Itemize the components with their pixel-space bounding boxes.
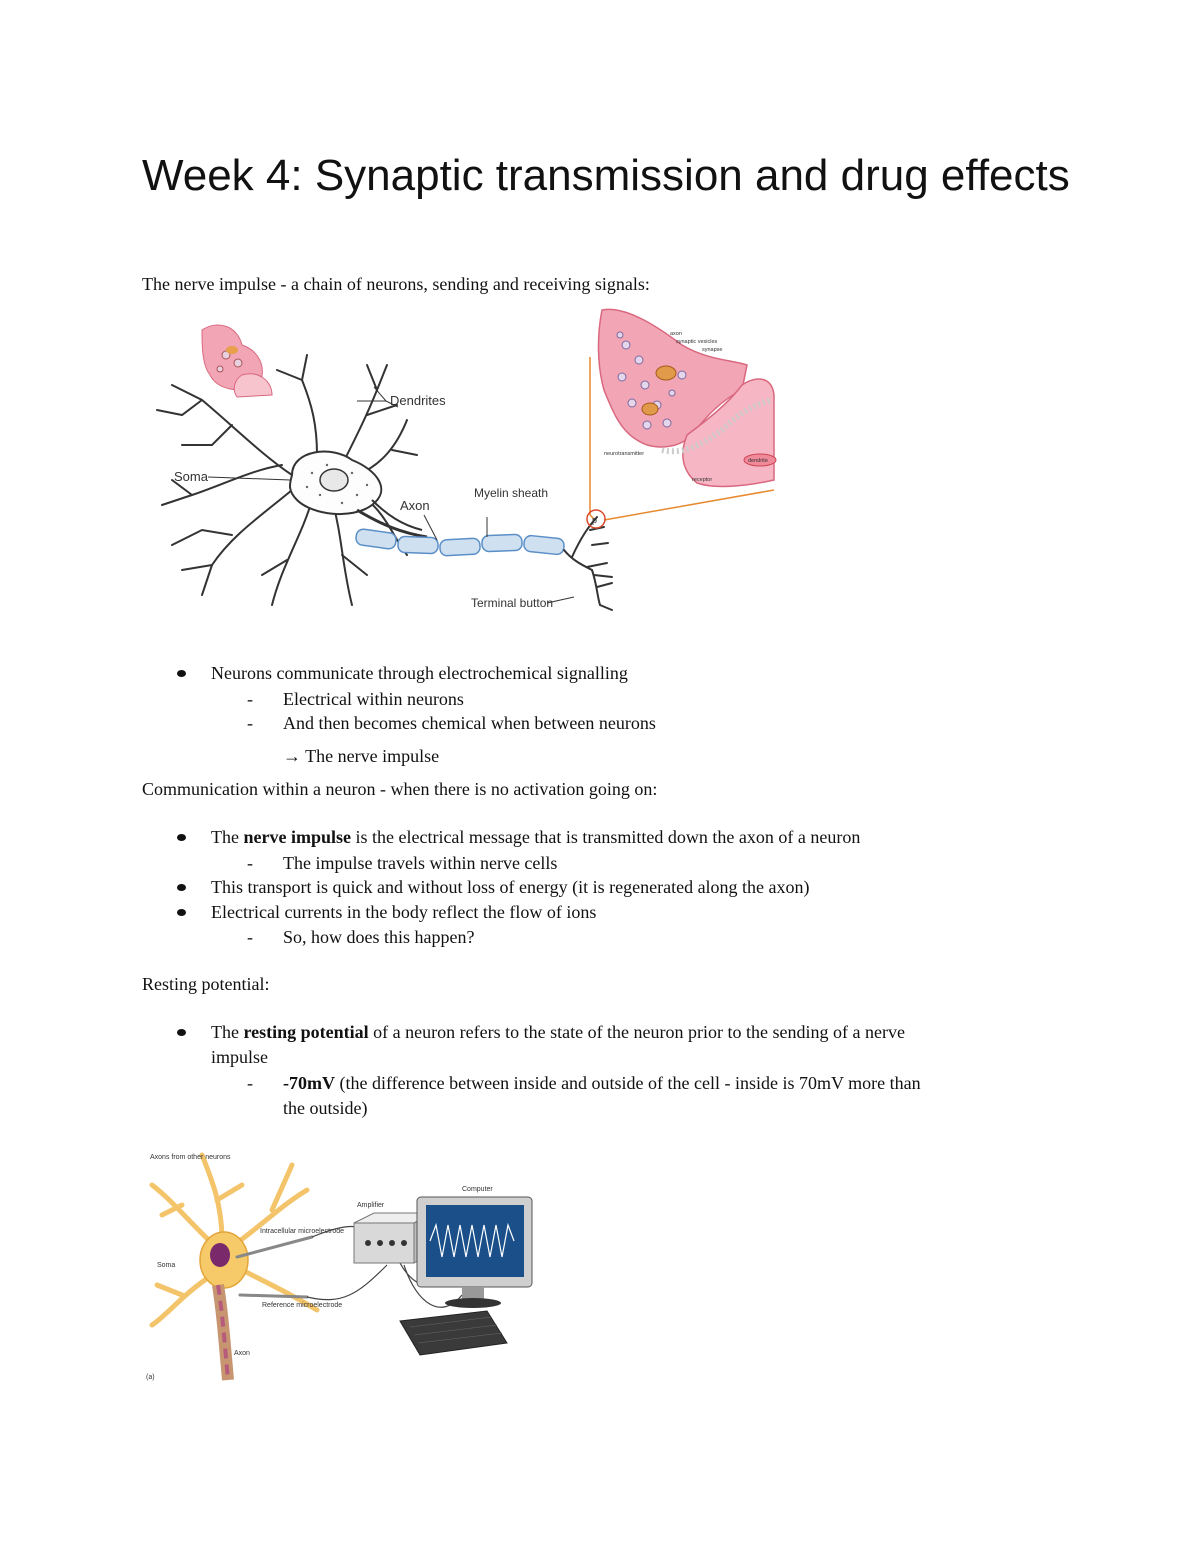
computer-monitor [417,1197,532,1308]
rec-label-reference: Reference microelectrode [262,1302,343,1309]
s2-bullet1-sub: The impulse travels within nerve cells [283,853,558,873]
s3-sub-cont: the outside) [283,1098,368,1118]
intro-text: The nerve impulse - a chain of neurons, sending and receiving signals: [142,274,650,294]
synapse-label-vesicles: synaptic vesicles [676,339,718,345]
mitochondrion [656,366,676,380]
s1-sub1: Electrical within neurons [283,689,464,709]
dash-icon: - [247,927,253,947]
recording-figure [142,1145,552,1385]
s1-sub2: And then becomes chemical when between neurons [283,713,656,733]
synapse-label-dendrite: dendrite [748,458,768,464]
s2-bullet3: Electrical currents in the body reflect the flow of ions [211,902,597,922]
label-dendrites: Dendrites [390,393,446,408]
s3-bullet1-cont: impulse [211,1047,268,1067]
synapse-label-receptor: receptor [692,477,713,483]
s3-sub: -70mV (the difference between inside and outside of the cell - inside is 70mV more than [283,1073,921,1093]
rec-label-axon: Axon [234,1350,250,1357]
synapse-label-neurotransmitter: neurotransmitter [604,451,645,457]
s3-heading: Resting potential: [142,974,270,994]
terminal-marker-label: p [592,515,598,525]
rec-label-panel: (a) [146,1374,155,1381]
s2-heading: Communication within a neuron - when there is no activation going on: [142,779,658,799]
rec-label-intracellular: Intracellular microelectrode [260,1228,345,1235]
label-myelin-sheath: Myelin sheath [474,486,549,500]
rec-label-axons: Axons from other neurons [150,1154,231,1161]
bullet-icon [177,884,186,891]
rec-label-computer: Computer [462,1186,493,1193]
s2-bullet1: The nerve impulse is the electrical message that is transmitted down the axon of a neuron [211,827,861,847]
s1-bullet: Neurons communicate through electrochemical signalling [211,663,628,683]
s2-bullet3-sub: So, how does this happen? [283,927,475,947]
keyboard [400,1311,507,1355]
label-terminal-button: Terminal button [471,596,554,610]
bullet-icon [177,1029,186,1036]
dash-icon: - [247,689,253,709]
bullet-icon [177,670,186,677]
bullet-icon [177,909,186,916]
small-synapse-inset [202,325,272,397]
rec-label-soma: Soma [157,1262,176,1269]
label-soma: Soma [174,469,208,484]
dash-icon: - [247,1073,253,1093]
soma [290,452,381,514]
axon-terminals [564,517,612,610]
s3-bullet1: The resting potential of a neuron refers to the state of the neuron prior to the sending of a nerve [211,1022,905,1042]
synapse-label-axon: axon [670,331,682,337]
bullet-icon [177,834,186,841]
recording-neuron [152,1155,317,1380]
s1-arrow-line: → The nerve impulse [283,746,440,766]
inset-connector-line [604,490,774,520]
myelinated-axon [355,510,565,556]
dash-icon: - [247,853,253,873]
s2-bullet2: This transport is quick and without loss of energy (it is regenerated along the axon) [211,877,810,897]
mitochondrion [642,403,658,415]
label-axon: Axon [400,498,430,513]
synapse-label-synapse: synapse [702,347,723,353]
dash-icon: - [247,713,253,733]
neuron-diagram [142,305,792,635]
page-title: Week 4: Synaptic transmission and drug effects [142,151,1070,200]
rec-label-amplifier: Amplifier [357,1202,385,1209]
